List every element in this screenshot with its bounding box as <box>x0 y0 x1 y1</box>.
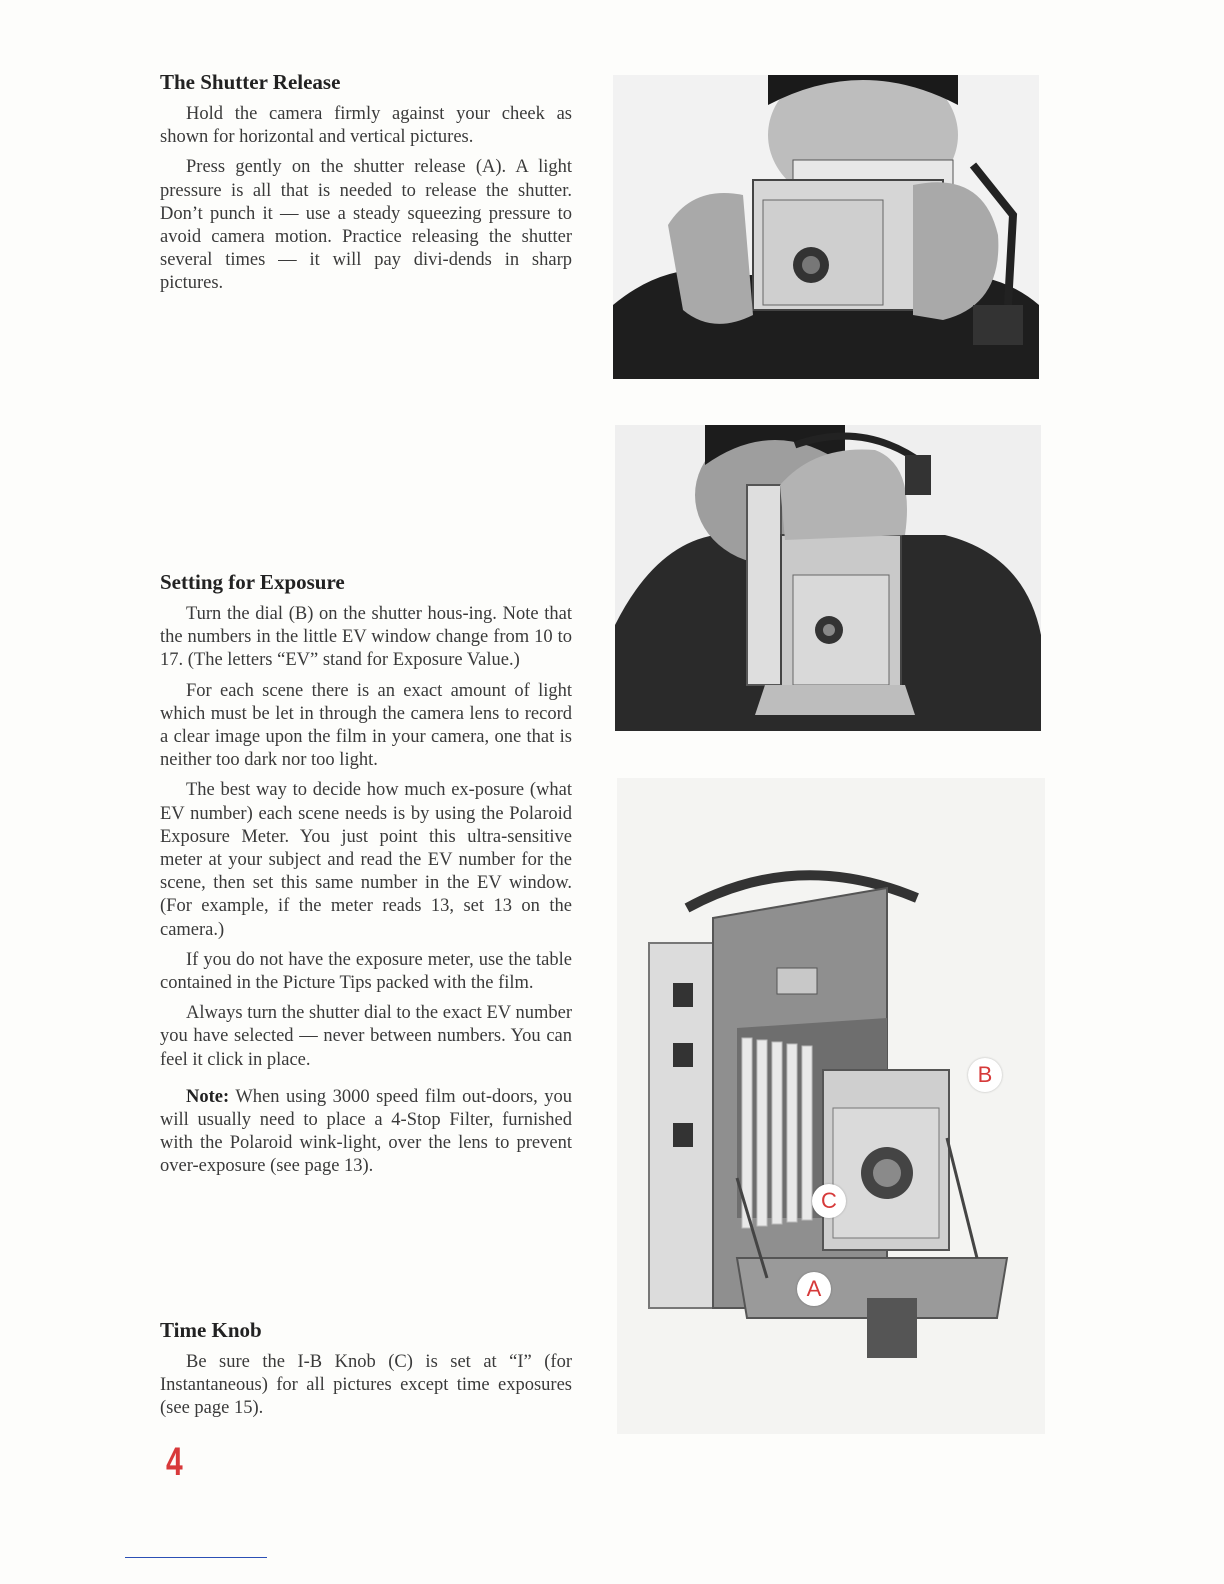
section-setting-exposure <box>160 570 572 1186</box>
paragraph: Be sure the I-B Knob (C) is set at “I” (for Instantaneous) for all pictures except time exposures (see page 15). <box>160 1352 572 1419</box>
photo-vertical-hold-illustration <box>615 425 1041 731</box>
callout-c: C <box>812 1184 846 1218</box>
photo-horizontal-hold-illustration <box>613 75 1039 379</box>
paragraph: Always turn the shutter dial to the exact EV number you have selected — never between numbers. You can feel it click in place. <box>160 1003 572 1070</box>
callout-b: B <box>968 1058 1002 1092</box>
photo-camera-controls-illustration <box>617 778 1045 1434</box>
footnote-rule <box>125 1557 267 1558</box>
callout-a: A <box>797 1272 831 1306</box>
note-text: When using 3000 speed film out-doors, you will usually need to place a 4-Stop Filter, furnished with the Polaroid wink-light, over the lens to prevent over-exposure (see page 13). <box>160 1086 572 1177</box>
paragraph: Hold the camera firmly against your cheek as shown for horizontal and vertical pictures. <box>160 104 572 148</box>
paragraph: The best way to decide how much ex-posure (what EV number) each scene needs is by using the Polaroid Exposure Meter. You just point this ultra-sensitive meter at your subject and read the EV number for the scene, then set this same number in the EV window. (For example, if the meter reads 13, set 13 on the camera.) <box>160 780 572 940</box>
note-label: Note: <box>186 1086 230 1107</box>
note-paragraph <box>160 1086 572 1179</box>
paragraph: Press gently on the shutter release (A). A light pressure is all that is needed to release the shutter. Don’t punch it — use a steady squeezing pressure to avoid camera motion. Practice releasing the shutter several times — it will pay divi-dends in sharp pictures. <box>160 157 572 294</box>
photo-horizontal-hold <box>613 75 1039 379</box>
section-shutter-release <box>160 70 572 303</box>
photo-camera-controls <box>617 778 1045 1434</box>
section-time-knob <box>160 1318 572 1428</box>
photo-vertical-hold <box>615 425 1041 731</box>
heading-setting-exposure: Setting for Exposure <box>160 570 345 594</box>
heading-time-knob: Time Knob <box>160 1318 262 1342</box>
paragraph: If you do not have the exposure meter, use the table contained in the Picture Tips packed with the film. <box>160 949 572 994</box>
heading-shutter-release: The Shutter Release <box>160 70 341 94</box>
paragraph: For each scene there is an exact amount of light which must be let in through the camera lens to record a clear image upon the film in your camera, one that is neither too dark nor too light. <box>160 680 572 771</box>
paragraph: Turn the dial (B) on the shutter hous-ing. Note that the numbers in the little EV window change from 10 to 17. (The letters “EV” stand for Exposure Value.) <box>160 604 572 671</box>
page-number: 4 <box>166 1440 183 1484</box>
